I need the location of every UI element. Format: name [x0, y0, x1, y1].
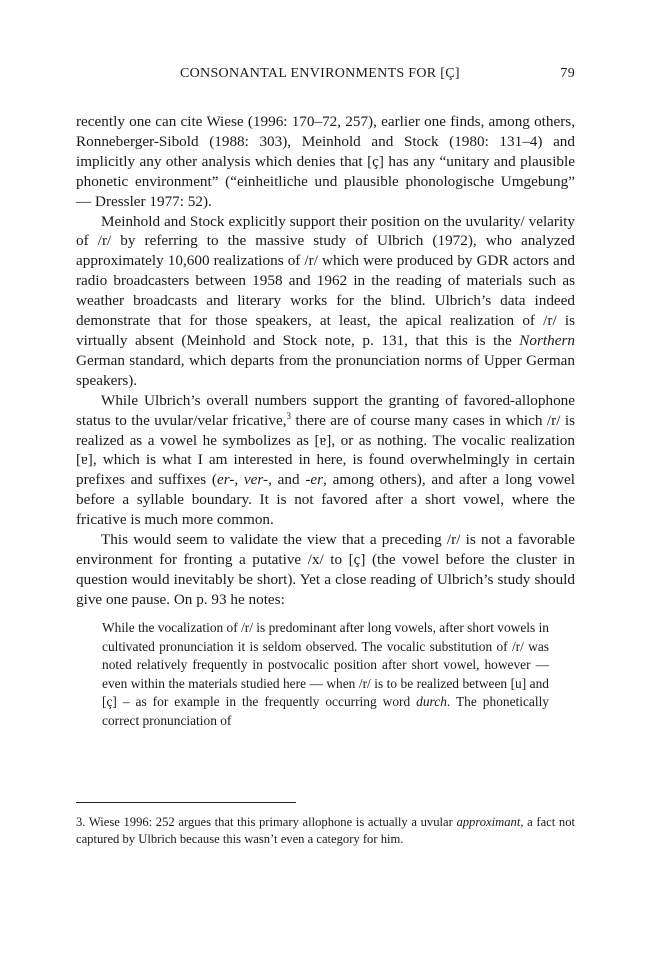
- separator: , and: [268, 471, 306, 489]
- page-number: 79: [560, 66, 575, 81]
- term-approximant: approximant: [456, 815, 521, 829]
- body-text: [76, 112, 575, 610]
- term-er-prefix: er-: [216, 471, 235, 489]
- running-head: [76, 66, 575, 86]
- paragraph-2-text-end: German standard, which departs from the pronunciation norms of Upper German speakers).: [76, 351, 575, 389]
- paragraph-4: [76, 530, 575, 610]
- term-er-suffix: -er: [305, 471, 324, 489]
- paragraph-1-text: recently one can cite Wiese (1996: 170–72, 257), earlier one finds, among others, Ronneberger-Sibold (1988: 303), Meinhold and Stock (1980: 131–4) and implicitly any other analysis which denies that [ç] has any “unitary and plausible phonetic environment” (“einheitliche und plausible phonologische Umgebung” — Dressler 1977: 52).: [76, 113, 575, 210]
- block-quote-text: While the vocalization of /r/ is predominant after long vowels, after short vowels in cultivated pronunciation it is seldom observed. The vocalic substitution of /r/ was noted relatively frequently in postvocalic position after short vowel, however — even within the materials studied here — when /r/ is to be realized between [u] and [ç] – as for example in the frequently occurring word: [102, 620, 549, 710]
- paragraph-4-text: This would seem to validate the view that a preceding /r/ is not a favorable environment for fronting a putative /x/ to [ç] (the vowel before the cluster in question would inevitably be short). Yet a close reading of Ulbrich’s study should give one pause. On p. 93 he notes:: [76, 531, 575, 608]
- paragraph-3-text-end: , among others), and after a long vowel before a syllable boundary. It is not favored after a short vowel, where the fricative is much more common.: [76, 471, 575, 529]
- block-quote-text-end: . The phonetically correct pronunciation of: [102, 694, 549, 728]
- running-head-title: CONSONANTAL ENVIRONMENTS FOR [Ç]: [180, 66, 460, 81]
- term-durch: durch: [416, 694, 447, 710]
- paragraph-1: [76, 112, 575, 212]
- footnote-marker[interactable]: 3: [286, 410, 292, 421]
- paragraph-2: [76, 212, 575, 391]
- footnote-text-end: , a fact not captured by Ulbrich because this wasn’t even a category for him.: [76, 815, 575, 846]
- term-ver-prefix: ver-: [243, 471, 269, 489]
- emphasis-northern: Northern: [519, 331, 575, 349]
- block-quote: [102, 619, 549, 731]
- separator: ,: [234, 471, 244, 489]
- paragraph-3: [76, 391, 575, 530]
- paragraph-3-text-mid: there are of course many cases in which /r/ is realized as a vowel he symbolizes as [ɐ], or as nothing. The vocalic realization [ɐ], which is what I am interested in here, is found overwhelmingly in certain prefixes and suffixes (: [76, 411, 575, 489]
- paragraph-3-text: While Ulbrich’s overall numbers support the granting of favored-allophone status to the uvular/velar fricative,: [76, 391, 575, 429]
- paragraph-2-text: Meinhold and Stock explicitly support their position on the uvularity/ velarity of /r/ by referring to the massive study of Ulbrich (1972), who analyzed approximately 10,600 realizations of /r/ which were produced by GDR actors and radio broadcasters between 1958 and 1962 in the reading of materials such as weather broadcasts and literary works for the blind. Ulbrich’s data indeed demonstrate that for those speakers, at least, the apical realization of /r/ is virtually absent (Meinhold and Stock note, p. 131, that this is the: [76, 212, 575, 349]
- footnote-3: [76, 814, 575, 848]
- footnote-divider: [76, 802, 296, 803]
- footnote-text: 3. Wiese 1996: 252 argues that this primary allophone is actually a uvular: [76, 815, 457, 829]
